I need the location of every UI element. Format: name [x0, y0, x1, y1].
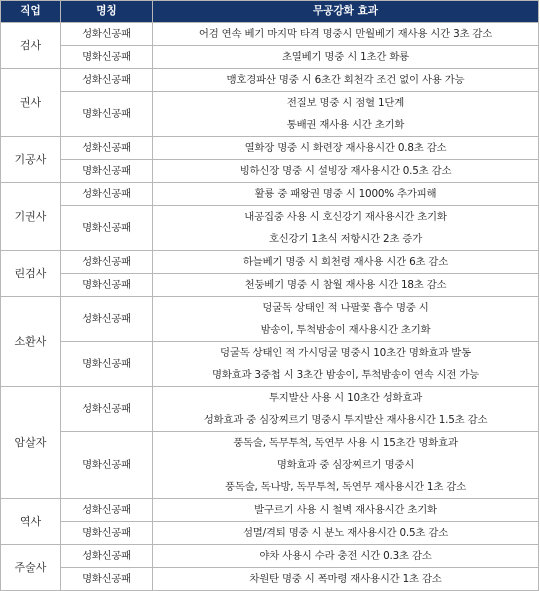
table-row [1, 92, 539, 137]
class-cell: 검사 [1, 23, 61, 69]
header-effect: 무공강화 효과 [153, 1, 539, 23]
effect-cell [153, 160, 539, 183]
name-cell: 성화신공패 [61, 499, 153, 522]
effect-cell [153, 297, 539, 342]
effect-line: 덩굴독 상태인 적 가시덩굴 명중시 10초간 명화효과 발동 [220, 347, 471, 359]
effect-cell [153, 183, 539, 206]
effect-line: 호신강기 1초식 저항시간 2초 증가 [268, 233, 423, 245]
table-row [1, 522, 539, 545]
class-cell: 린검사 [1, 251, 61, 297]
header-name: 명칭 [61, 1, 153, 23]
name-cell: 명화신공패 [61, 92, 153, 137]
effect-line: 성화효과 중 심장찌르기 명중시 투지발산 재사용시간 1.5초 감소 [203, 414, 488, 426]
effect-line: 전질보 명중 시 점혈 1단계 [286, 97, 405, 109]
table-row [1, 183, 539, 206]
effect-line: 덩굴독 상태인 적 나팔꽃 흡수 명중 시 [262, 302, 429, 314]
effect-line: 빙하신장 명중 시 설빙장 재사용시간 0.5초 감소 [239, 165, 452, 177]
effect-cell [153, 69, 539, 92]
header-class: 직업 [1, 1, 61, 23]
effect-cell [153, 342, 539, 387]
table-row [1, 568, 539, 591]
effect-line: 천둥베기 명중 시 참월 재사용 시간 18초 감소 [244, 279, 447, 291]
class-cell: 역사 [1, 499, 61, 545]
table-row [1, 137, 539, 160]
effect-line: 명화효과 중 심장찌르기 명중시 [276, 459, 415, 471]
class-cell: 기공사 [1, 137, 61, 183]
table-row [1, 499, 539, 522]
name-cell: 명화신공패 [61, 522, 153, 545]
effect-line: 활룡 중 패왕권 명중 시 1000% 추가피해 [254, 188, 437, 200]
table-row [1, 297, 539, 342]
effect-line: 투지발산 사용 시 10초간 성화효과 [268, 392, 423, 404]
class-cell: 권사 [1, 69, 61, 137]
table-row [1, 46, 539, 69]
name-cell: 명화신공패 [61, 46, 153, 69]
name-cell: 명화신공패 [61, 432, 153, 499]
class-cell: 주술사 [1, 545, 61, 591]
table-header-row [1, 1, 539, 23]
name-cell: 성화신공패 [61, 251, 153, 274]
table-row [1, 342, 539, 387]
effect-line: 내공집중 사용 시 호신강기 재사용시간 초기화 [244, 211, 447, 223]
name-cell: 명화신공패 [61, 274, 153, 297]
effect-line: 풍독술, 독나방, 독무투척, 독연무 재사용시간 1초 감소 [225, 481, 466, 493]
effect-cell [153, 137, 539, 160]
name-cell: 성화신공패 [61, 137, 153, 160]
name-cell: 성화신공패 [61, 183, 153, 206]
class-cell: 기권사 [1, 183, 61, 251]
effect-line: 풍독술, 독무투척, 독연무 사용 시 15초간 명화효과 [233, 437, 458, 449]
table-row [1, 274, 539, 297]
effect-line: 명화효과 3중첩 시 3초간 밤송이, 투척밤송이 연속 시전 가능 [211, 369, 479, 381]
effect-line: 섬멸/격퇴 명중 시 분노 재사용시간 0.5초 감소 [242, 527, 449, 539]
effect-cell [153, 499, 539, 522]
effect-line: 하늘베기 명중 시 회천령 재사용 시간 6초 감소 [242, 256, 449, 268]
effect-cell [153, 23, 539, 46]
effect-cell [153, 387, 539, 432]
table-row [1, 23, 539, 46]
effect-line: 야차 사용시 수라 충전 시간 0.3초 감소 [259, 550, 432, 562]
effect-line: 맹호경파산 명중 시 6초간 회천각 조건 없이 사용 가능 [226, 74, 465, 86]
effect-line: 통배권 재사용 시간 초기화 [286, 119, 405, 131]
table-row [1, 545, 539, 568]
effect-line: 발구르기 사용 시 철벽 재사용시간 초기화 [254, 504, 437, 516]
table-row [1, 206, 539, 251]
effect-line: 열화장 명중 시 화련장 재사용시간 0.8초 감소 [244, 142, 447, 154]
effect-cell [153, 432, 539, 499]
effect-cell [153, 206, 539, 251]
name-cell: 성화신공패 [61, 23, 153, 46]
name-cell: 명화신공패 [61, 160, 153, 183]
effect-line: 초열베기 명중 시 1초간 화룡 [281, 51, 410, 63]
table-row [1, 160, 539, 183]
class-cell: 소환사 [1, 297, 61, 387]
name-cell: 성화신공패 [61, 69, 153, 92]
effect-line: 밤송이, 투척밤송이 재사용시간 초기화 [260, 324, 431, 336]
effect-line: 어검 연속 베기 마지막 타격 명중시 만월베기 재사용 시간 3초 감소 [198, 28, 493, 40]
effect-cell [153, 274, 539, 297]
class-cell: 암살자 [1, 387, 61, 499]
table-row [1, 69, 539, 92]
name-cell: 명화신공패 [61, 206, 153, 251]
table-body [1, 23, 539, 591]
table-row [1, 251, 539, 274]
effect-cell [153, 568, 539, 591]
name-cell: 성화신공패 [61, 387, 153, 432]
name-cell: 성화신공패 [61, 545, 153, 568]
effect-line: 차원탄 명중 시 폭마령 재사용시간 1초 감소 [249, 573, 442, 585]
name-cell: 명화신공패 [61, 342, 153, 387]
table-row [1, 432, 539, 499]
effect-cell [153, 522, 539, 545]
table-row [1, 387, 539, 432]
effect-cell [153, 545, 539, 568]
name-cell: 성화신공패 [61, 297, 153, 342]
effect-cell [153, 92, 539, 137]
name-cell: 명화신공패 [61, 568, 153, 591]
effect-cell [153, 251, 539, 274]
effect-cell [153, 46, 539, 69]
